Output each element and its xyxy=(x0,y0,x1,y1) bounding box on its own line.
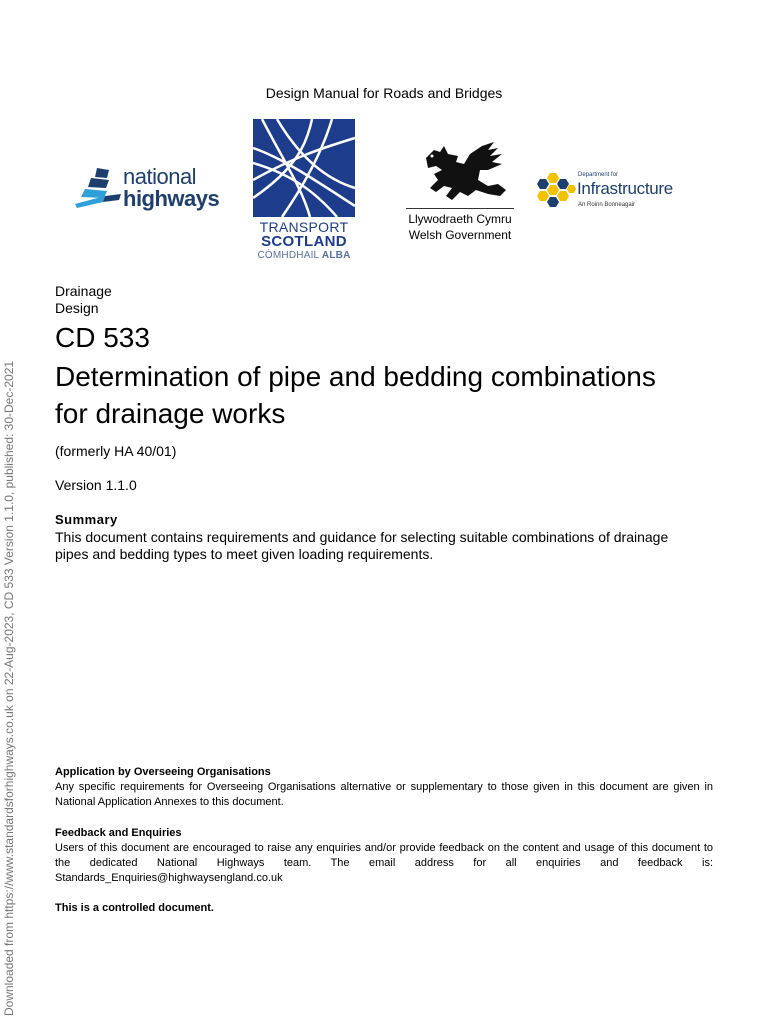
application-body: Any specific requirements for Overseeing Organisations alternative or supplementary to those given in this document are given in National Application Annexes to this document. xyxy=(55,781,713,808)
document-title: Determination of pipe and bedding combinations for drainage works xyxy=(55,361,656,429)
national-highways-emblem-icon xyxy=(75,166,123,210)
summary-heading: Summary xyxy=(55,512,118,527)
di-logo-line1: Department for xyxy=(578,172,619,178)
ts-logo-line1: TRANSPORT xyxy=(259,219,349,235)
wg-divider xyxy=(406,208,514,209)
nh-logo-line2: highways xyxy=(123,186,220,211)
category-line-1: Drainage xyxy=(55,283,112,299)
national-highways-logo xyxy=(72,120,228,262)
feedback-heading: Feedback and Enquiries xyxy=(55,827,182,839)
nh-logo-line1: national xyxy=(123,164,197,189)
ts-logo-line3b: ALBA xyxy=(321,250,351,261)
formerly-reference: (formerly HA 40/01) xyxy=(55,443,177,459)
ts-logo-line3a: CÒMHDHAIL xyxy=(257,250,319,261)
feedback-body: Users of this document are encouraged to raise any enquiries and/or provide feedback on the content and usage of this document to the dedicated National Highways team. The email address for all enquiries and feedback is: Standards_Enquiries@highwaysengland.co.uk xyxy=(55,842,713,884)
application-heading: Application by Overseeing Organisations xyxy=(55,766,271,778)
wg-logo-line2: Welsh Government xyxy=(408,228,512,242)
download-watermark: Downloaded from https://www.standardsforhighways.co.uk on 22-Aug-2023, CD 533 Version 1.1.0, published: 30-Dec-2021 xyxy=(2,360,16,1016)
wg-logo-line1: Llywodraeth Cymru xyxy=(408,212,512,226)
transport-scotland-emblem-icon xyxy=(252,118,356,218)
document-category xyxy=(55,283,112,317)
ts-logo-line2: SCOTLAND xyxy=(261,233,347,250)
document-version: Version 1.1.0 xyxy=(55,477,137,493)
di-logo-line2: Infrastructure xyxy=(577,179,673,198)
welsh-dragon-icon xyxy=(418,140,510,204)
manual-title: Design Manual for Roads and Bridges xyxy=(265,85,503,101)
dept-infrastructure-logo xyxy=(536,168,696,214)
welsh-government-logo xyxy=(402,140,516,244)
hexagon-cluster-icon xyxy=(536,171,576,211)
transport-scotland-logo xyxy=(252,118,356,264)
summary-body: This document contains requirements and guidance for selecting suitable combinations of drainage pipes and bedding types to meet given loading requirements. xyxy=(55,529,669,562)
document-number: CD 533 xyxy=(55,322,150,353)
controlled-document-note: This is a controlled document. xyxy=(55,902,214,914)
di-logo-line3: An Roinn Bonneagair xyxy=(578,202,636,208)
category-line-2: Design xyxy=(55,300,99,316)
